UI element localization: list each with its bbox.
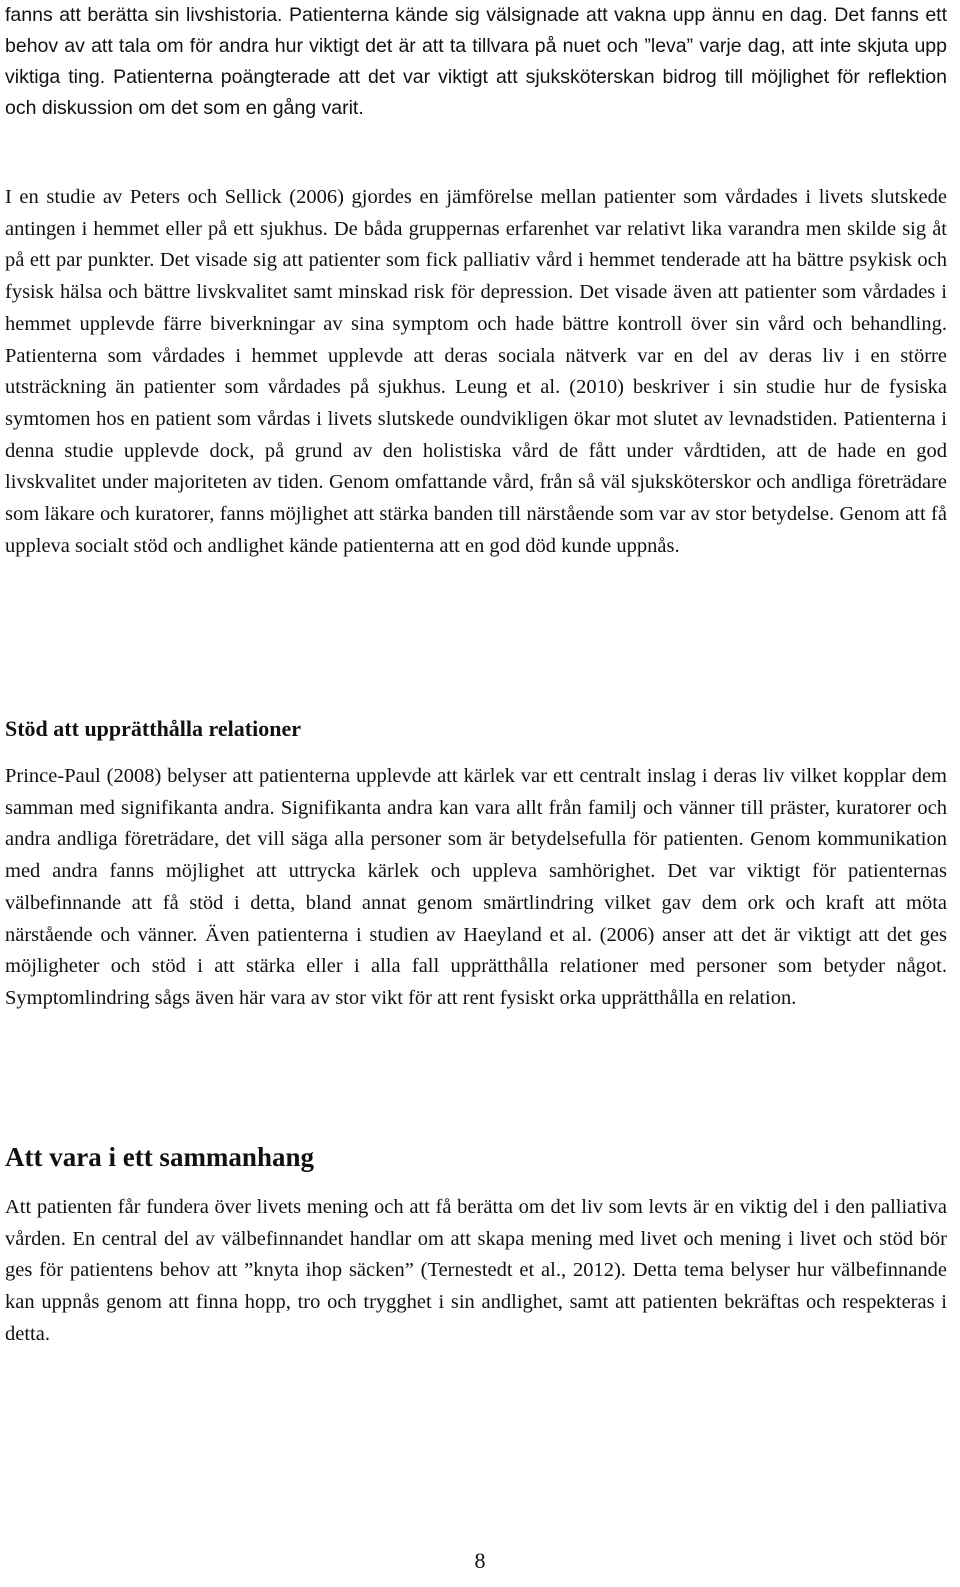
paragraph-relations: Prince-Paul (2008) belyser att patienterna upplevde att kärlek var ett centralt inslag i deras liv vilket kopplar dem samman med signifikanta andra. Signifikanta andra kan vara allt från familj och vänner till präster, kuratorer och andra andliga företrädare, det vill säga alla personer som är betydelsefulla för patienten. Genom kommunikation med andra fanns möjlighet att uttrycka kärlek och uppleva samhörighet. Det var viktigt för patienternas välbefinnande att få stöd i detta, bland annat genom smärtlindring vilket gav dem ork och kraft att möta närstående och vänner. Även patienterna i studien av Haeyland et al. (2006) anser att det är viktigt att det ges möjligheter och stöd i att stärka eller i alla fall upprätthålla relationer med personer som betyder något. Symptomlindring sågs även här vara av stor vikt för att rent fysiskt orka upprätthålla en relation. <box>5 765 947 1009</box>
section-heading-relations: Stöd att upprätthålla relationer <box>5 716 301 741</box>
paragraph-context: Att patienten får fundera över livets mening och att få berätta om det liv som levts är en viktig del i den palliativa vården. En central del av välbefinnandet handlar om att skapa mening med livet och mening i livet och stöd bör ges för patientens behov att ”knyta ihop säcken” (Ternestedt et al., 2012). Detta tema belyser hur välbefinnande kan uppnås genom att finna hopp, tro och trygghet i sin andlighet, samt att patienten bekräftas och respekteras i detta. <box>5 1196 947 1345</box>
paragraph-life-story: fanns att berätta sin livshistoria. Patienterna kände sig välsignade att vakna upp ännu en dag. Det fanns ett behov av att tala om för andra hur viktigt det är att ta tillvara på nuet och ”leva” varje dag, att inte skjuta upp viktiga ting. Patienterna poängterade att det var viktigt att sjuksköterskan bidrog till möjlighet för reflektion och diskussion om det som en gång varit. <box>5 4 947 119</box>
page-number: 8 <box>474 1548 486 1573</box>
section-heading-context: Att vara i ett sammanhang <box>5 1142 314 1172</box>
paragraph-home-vs-hospital-care: I en studie av Peters och Sellick (2006) gjordes en jämförelse mellan patienter som vårdades i livets slutskede antingen i hemmet eller på ett sjukhus. De båda gruppernas erfarenhet var relativt lika varandra men skilde sig åt på ett par punkter. Det visade sig att patienter som fick palliativ vård i hemmet tenderade att ha bättre psykisk och fysisk hälsa och bättre livskvalitet samt minskad risk för depression. Det visade även att patienter som vårdades i hemmet upplevde färre biverkningar av sina symptom och hade bättre kontroll över sin vård och behandling. Patienterna som vårdades i hemmet upplevde att deras sociala nätverk var en del av deras liv i en större utsträckning än patienter som vårdades på sjukhus. Leung et al. (2010) beskriver i sin studie hur de fysiska symtomen hos en patient som vårdas i livets slutskede oundvikligen ökar mot slutet av levnadstiden. Patienterna i denna studie upplevde dock, på grund av den holistiska vård de fått under vårdtiden, att de hade en god livskvalitet under majoriteten av tiden. Genom omfattande vård, från så väl sjuksköterskor och andliga företrädare som läkare och kuratorer, fanns möjlighet att stärka banden till närstående som var av stor betydelse. Genom att få uppleva socialt stöd och andlighet kände patienterna att en god död kunde uppnås. <box>5 186 947 557</box>
